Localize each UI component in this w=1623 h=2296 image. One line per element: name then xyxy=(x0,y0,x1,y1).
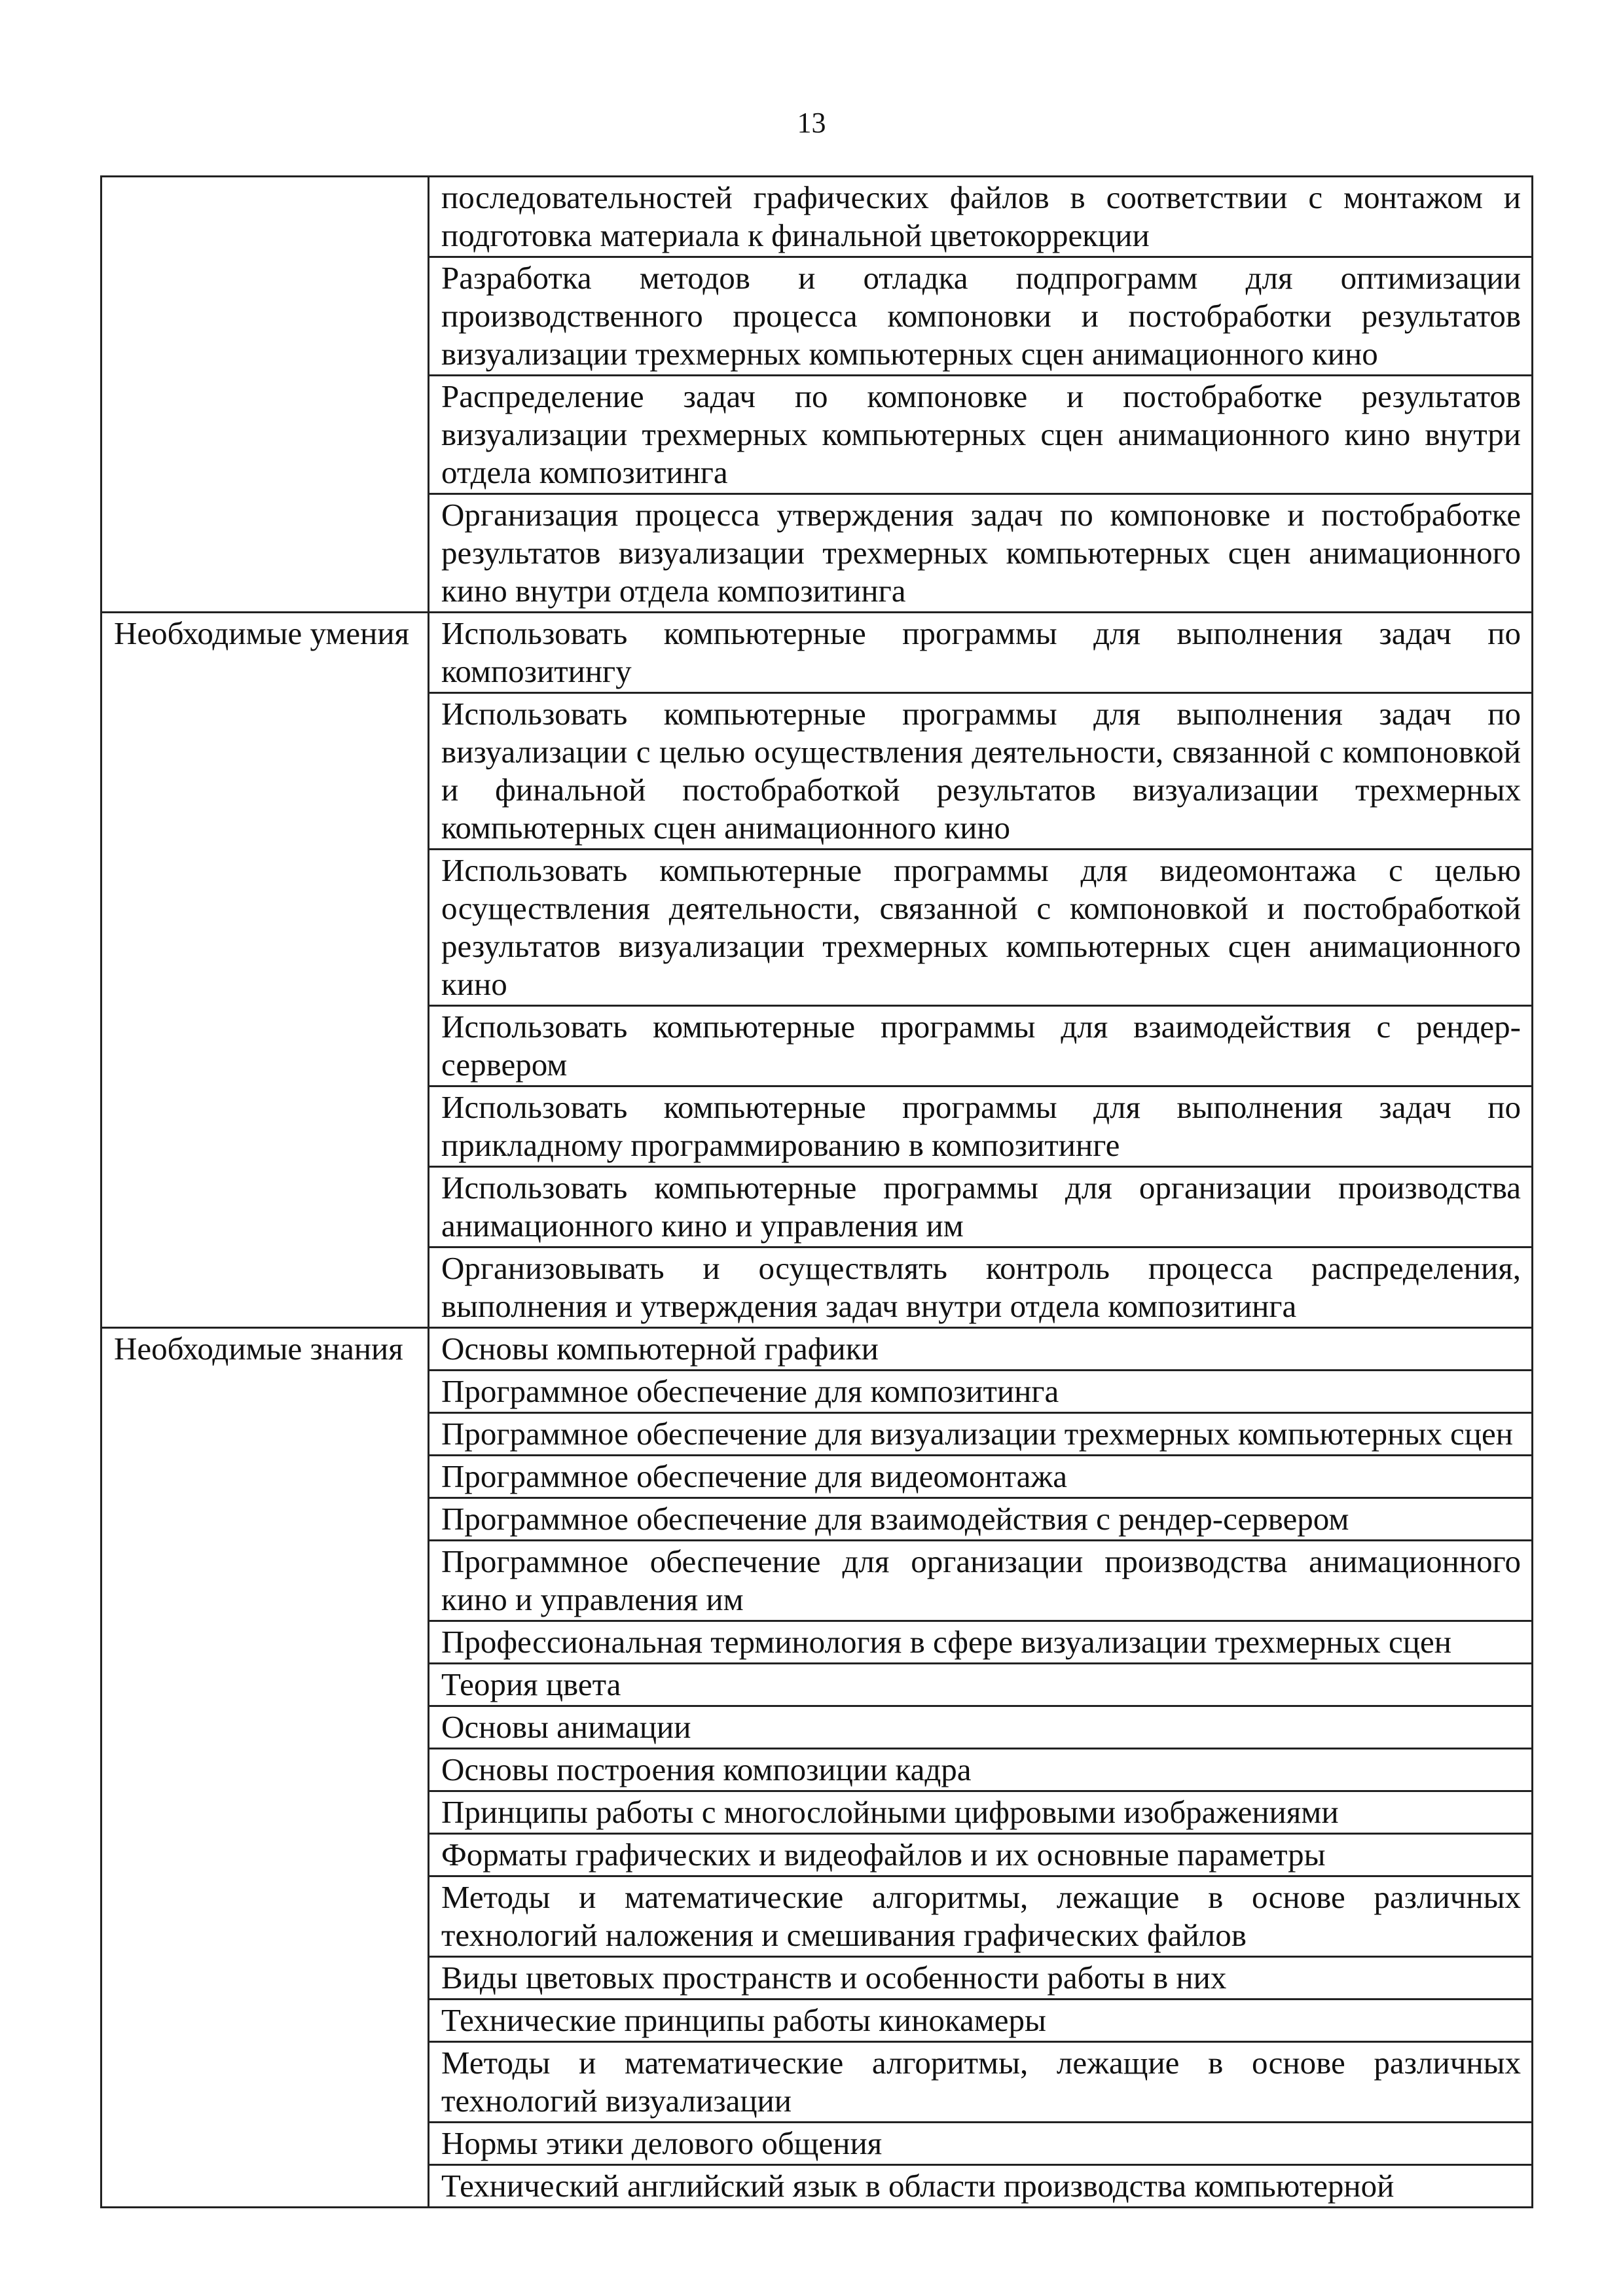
table-row xyxy=(101,613,1533,693)
table-cell: Использовать компьютерные программы для взаимодействия с рендер-сервером xyxy=(429,1006,1533,1086)
table-row xyxy=(101,177,1533,257)
table-cell: Технический английский язык в области производства компьютерной xyxy=(429,2165,1533,2208)
table-cell: Основы построения композиции кадра xyxy=(429,1749,1533,1791)
table-cell: Организовывать и осуществлять контроль процесса распределения, выполнения и утверждения задач внутри отдела композитинга xyxy=(429,1247,1533,1328)
page-number: 13 xyxy=(797,107,826,139)
table-cell: Программное обеспечение для визуализации трехмерных компьютерных сцен xyxy=(429,1413,1533,1456)
table-cell: Организация процесса утверждения задач по компоновке и постобработке результатов визуализации трехмерных компьютерных сцен анимационного кино внутри отдела композитинга xyxy=(429,494,1533,613)
table-cell: Разработка методов и отладка подпрограмм для оптимизации производственного процесса компоновки и постобработки результатов визуализации трехмерных компьютерных сцен анимационного кино xyxy=(429,257,1533,376)
table-cell: Форматы графических и видеофайлов и их основные параметры xyxy=(429,1834,1533,1876)
table-cell: Виды цветовых пространств и особенности работы в них xyxy=(429,1957,1533,2000)
table-cell: Основы анимации xyxy=(429,1706,1533,1749)
table-cell: Профессиональная терминология в сфере визуализации трехмерных сцен xyxy=(429,1621,1533,1664)
table-cell: Программное обеспечение для видеомонтажа xyxy=(429,1456,1533,1498)
table-cell: Использовать компьютерные программы для выполнения задач по визуализации с целью осуществления деятельности, связанной с компоновкой и финальной постобработкой результатов визуализации трехмерных компьютерных сцен анимационного кино xyxy=(429,693,1533,850)
table-cell: Технические принципы работы кинокамеры xyxy=(429,2000,1533,2042)
table-cell: Использовать компьютерные программы для выполнения задач по композитингу xyxy=(429,613,1533,693)
section-label-skills: Необходимые умения xyxy=(101,613,429,1328)
table-cell: Использовать компьютерные программы для видеомонтажа с целью осуществления деятельности, связанной с компоновкой и постобработкой результатов визуализации трехмерных компьютерных сцен анимационного кино xyxy=(429,850,1533,1006)
table-cell: Распределение задач по компоновке и постобработке результатов визуализации трехмерных компьютерных сцен анимационного кино внутри отдела композитинга xyxy=(429,376,1533,494)
table-cell: последовательностей графических файлов в соответствии с монтажом и подготовка материала к финальной цветокоррекции xyxy=(429,177,1533,257)
table-cell: Программное обеспечение для композитинга xyxy=(429,1371,1533,1413)
table-cell: Использовать компьютерные программы для организации производства анимационного кино и управления им xyxy=(429,1167,1533,1247)
requirements-table xyxy=(100,175,1533,2208)
table-cell: Программное обеспечение для взаимодействия с рендер-сервером xyxy=(429,1498,1533,1541)
table-cell: Основы компьютерной графики xyxy=(429,1328,1533,1371)
table-row xyxy=(101,1328,1533,1371)
table-cell: Методы и математические алгоритмы, лежащие в основе различных технологий наложения и смешивания графических файлов xyxy=(429,1876,1533,1957)
table-cell: Методы и математические алгоритмы, лежащие в основе различных технологий визуализации xyxy=(429,2042,1533,2123)
section-label-knowledge: Необходимые знания xyxy=(101,1328,429,2208)
table-cell: Использовать компьютерные программы для выполнения задач по прикладному программированию в композитинге xyxy=(429,1086,1533,1167)
table-cell: Принципы работы с многослойными цифровыми изображениями xyxy=(429,1791,1533,1834)
table-cell: Теория цвета xyxy=(429,1664,1533,1706)
table-cell: Нормы этики делового общения xyxy=(429,2123,1533,2165)
table-cell: Программное обеспечение для организации производства анимационного кино и управления им xyxy=(429,1541,1533,1621)
section-label-cell xyxy=(101,177,429,613)
